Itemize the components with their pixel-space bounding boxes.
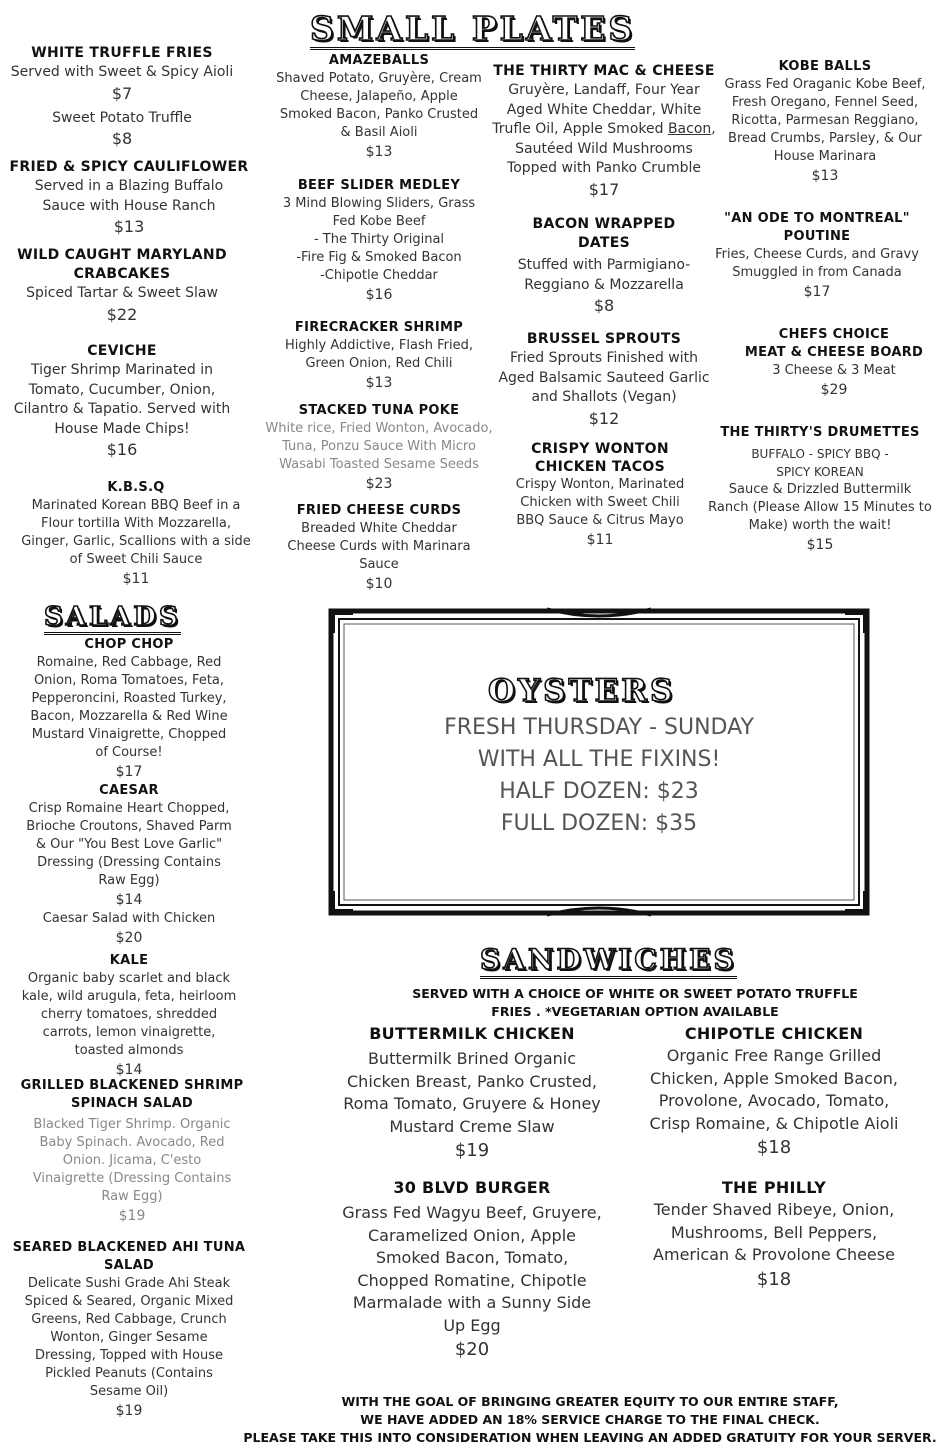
item-desc: 3 Mind Blowing Sliders, Grass	[282, 196, 476, 211]
item-desc: Tiger Shrimp Marinated in	[30, 362, 214, 378]
item-variant-price: $20	[115, 930, 143, 946]
item-desc: Grass Fed Wagyu Beef, Gruyere,	[342, 1203, 602, 1222]
item-name: STACKED TUNA POKE	[298, 403, 460, 418]
item-desc: Chopped Romatine, Chipotle	[357, 1270, 587, 1290]
item-desc: carrots, lemon vinaigrette,	[42, 1025, 216, 1040]
item-desc: Crisp Romaine Heart Chopped,	[28, 801, 230, 816]
oysters-line: FRESH THURSDAY - SUNDAY	[444, 715, 754, 740]
item-price: $12	[588, 408, 620, 428]
item-name: THE PHILLY	[721, 1178, 827, 1197]
item-desc: Chicken Breast, Panko Crusted,	[347, 1071, 597, 1091]
salad-caesar	[4, 782, 254, 948]
sandwich-buttermilk-chicken	[330, 1023, 614, 1164]
item-name: SPINACH SALAD	[70, 1096, 194, 1111]
item-price: $18	[756, 1268, 792, 1290]
item-name: CHEFS CHOICE	[778, 327, 890, 342]
item-desc: Dressing (Dressing Contains	[37, 855, 221, 870]
item-desc: Bread Crumbs, Parsley, & Our	[728, 131, 922, 146]
item-price: $19	[118, 1208, 146, 1224]
menu-item-kobe-balls	[712, 58, 938, 186]
item-desc: Gruyère, Landaff, Four Year	[508, 82, 700, 98]
item-desc: Sauce & Drizzled Buttermilk	[728, 482, 912, 497]
item-name: CHICKEN TACOS	[535, 459, 665, 475]
item-desc: Sesame Oil)	[89, 1384, 169, 1399]
item-desc: Ranch (Please Allow 15 Minutes to	[708, 500, 932, 515]
item-desc: Fries, Cheese Curds, and Gravy	[715, 247, 919, 262]
salad-chop-chop	[4, 636, 254, 782]
salad-ahi-tuna	[4, 1239, 254, 1421]
menu-item-crabcakes	[2, 246, 242, 326]
item-name: WHITE TRUFFLE FRIES	[31, 45, 213, 61]
item-price: $18	[756, 1137, 792, 1158]
item-desc: BBQ Sauce & Citrus Mayo	[516, 513, 684, 528]
item-desc: -Chipotle Cheddar	[320, 268, 438, 283]
item-price: $17	[803, 284, 831, 300]
service-charge-footer	[240, 1393, 940, 1447]
item-price: $8	[593, 296, 615, 315]
item-name: FIRECRACKER SHRIMP	[294, 320, 464, 335]
item-name: CHIPOTLE CHICKEN	[684, 1024, 864, 1043]
menu-item-slider-medley	[248, 177, 510, 305]
item-name: SALAD	[103, 1258, 155, 1273]
item-name: FRIED CHEESE CURDS	[296, 503, 462, 518]
item-desc: Raw Egg)	[98, 873, 160, 888]
item-price: $13	[365, 375, 393, 391]
item-desc: Ginger, Garlic, Scallions with a side	[21, 534, 251, 549]
item-desc: Marinated Korean BBQ Beef in a	[31, 498, 241, 513]
item-desc: Onion, Roma Tomatoes, Feta,	[33, 673, 225, 688]
item-desc: kale, wild arugula, feta, heirloom	[21, 989, 237, 1004]
item-desc: Organic Free Range Grilled	[666, 1046, 882, 1065]
item-name: BRUSSEL SPROUTS	[526, 331, 682, 347]
item-price: $16	[106, 440, 138, 459]
item-flavors: SPICY KOREAN	[776, 465, 864, 479]
item-desc: Shaved Potato, Gruyère, Cream	[276, 71, 482, 86]
item-name: BEEF SLIDER MEDLEY	[297, 178, 461, 193]
item-desc: Flour tortilla With Mozzarella,	[41, 516, 231, 531]
item-name: GRILLED BLACKENED SHRIMP	[20, 1078, 244, 1093]
item-desc: Blacked Tiger Shrimp. Organic	[33, 1117, 231, 1132]
small-plates-title: SMALL PLATES	[310, 9, 636, 48]
item-desc: - The Thirty Original	[313, 232, 445, 247]
item-desc: Cheese Curds with Marinara	[287, 539, 471, 554]
item-desc: Crisp Romaine, & Chipotle Aioli	[649, 1113, 899, 1133]
item-desc: Sauce	[359, 557, 399, 572]
item-desc: American & Provolone Cheese	[653, 1245, 895, 1264]
item-name: KOBE BALLS	[778, 59, 872, 74]
item-desc: Sauce with House Ranch	[42, 197, 216, 214]
item-desc: Dressing, Topped with House	[34, 1348, 223, 1363]
item-price: $14	[115, 892, 143, 908]
item-variant: Sweet Potato Truffle	[52, 109, 192, 126]
menu-item-ceviche	[2, 342, 242, 461]
item-name: THE THIRTY'S DRUMETTES	[720, 425, 920, 440]
item-price: $17	[115, 764, 143, 780]
item-desc: Brioche Croutons, Shaved Parm	[26, 819, 232, 834]
item-desc	[482, 120, 726, 140]
item-desc: Fresh Oregano, Fennel Seed,	[731, 95, 919, 110]
note-line: SERVED WITH A CHOICE OF WHITE OR SWEET POTATO TRUFFLE	[412, 986, 858, 1001]
item-desc: Roma Tomato, Gruyere & Honey	[343, 1094, 601, 1113]
item-price: $19	[115, 1403, 143, 1419]
item-price: $22	[106, 304, 138, 324]
item-name: DATES	[577, 235, 631, 251]
menu-item-meat-cheese-board	[724, 326, 942, 400]
item-desc: 3 Cheese & 3 Meat	[772, 363, 896, 378]
item-desc: of Sweet Chili Sauce	[69, 552, 203, 567]
item-desc: Cheese, Jalapeño, Apple	[300, 89, 458, 104]
item-desc: Up Egg	[443, 1315, 501, 1335]
item-desc: Sautéed Wild Mushrooms	[515, 140, 693, 157]
menu-item-cheese-curds	[248, 502, 510, 594]
item-desc: Provolone, Avocado, Tomato,	[658, 1091, 890, 1110]
menu-item-wonton-tacos	[482, 440, 718, 550]
item-desc: Raw Egg)	[101, 1189, 163, 1204]
item-price: $23	[365, 476, 393, 492]
menu-item-kbsq	[2, 479, 270, 589]
oysters-line: FULL DOZEN: $35	[500, 811, 698, 836]
oysters-title: OYSTERS	[488, 673, 676, 709]
item-desc: Highly Addictive, Flash Fried,	[285, 338, 473, 353]
item-desc: Mustard Creme Slaw	[389, 1116, 555, 1136]
item-desc: Topped with Panko Crumble	[507, 160, 701, 176]
item-price: $17	[588, 179, 620, 199]
item-desc-underlined: Bacon	[667, 121, 712, 137]
item-desc: Served in a Blazing Buffalo	[34, 178, 224, 194]
item-name: CRISPY WONTON	[531, 441, 669, 457]
item-name: AMAZEBALLS	[328, 53, 430, 68]
sandwich-the-philly	[630, 1177, 918, 1293]
item-desc: Chicken, Apple Smoked Bacon,	[650, 1068, 898, 1088]
footer-line: WITH THE GOAL OF BRINGING GREATER EQUITY TO OUR ENTIRE STAFF,	[341, 1394, 839, 1409]
item-desc: and Shallots (Vegan)	[531, 389, 677, 405]
menu-item-cauliflower	[2, 158, 256, 238]
item-name: K.B.S.Q	[107, 480, 165, 495]
menu-item-drumettes	[702, 424, 938, 555]
item-price: $14	[115, 1062, 143, 1078]
item-desc: & Basil Aioli	[340, 125, 418, 140]
menu-item-brussel-sprouts	[482, 330, 726, 430]
item-desc: of Course!	[95, 745, 163, 760]
item-desc: Fed Kobe Beef	[332, 214, 426, 229]
item-desc: toasted almonds	[74, 1043, 184, 1058]
item-desc: Greens, Red Cabbage, Crunch	[31, 1312, 227, 1327]
item-price: $19	[454, 1140, 490, 1161]
item-desc: Ricotta, Parmesan Reggiano,	[731, 113, 919, 128]
item-desc: Tender Shaved Ribeye, Onion,	[653, 1200, 895, 1219]
item-name: WILD CAUGHT MARYLAND	[17, 247, 227, 263]
item-desc: Onion. Jicama, C'esto	[62, 1153, 202, 1168]
item-desc: Chicken with Sweet Chili	[520, 495, 680, 510]
item-desc: Delicate Sushi Grade Ahi Steak	[27, 1276, 231, 1291]
item-desc: Bacon, Mozzarella & Red Wine	[30, 709, 228, 724]
menu-item-mac-cheese	[482, 62, 726, 201]
item-desc: White rice, Fried Wonton, Avocado,	[265, 421, 493, 436]
item-name: 30 BLVD BURGER	[393, 1178, 551, 1197]
menu-item-tuna-poke	[240, 402, 518, 494]
item-variant-price: $8	[111, 129, 133, 148]
item-desc: Reggiano & Mozzarella	[524, 276, 684, 293]
item-price: $11	[586, 532, 614, 548]
item-desc: Caramelized Onion, Apple	[368, 1225, 576, 1245]
item-desc: Marmalade with a Sunny Side	[352, 1293, 592, 1312]
sandwiches-title: SANDWICHES	[480, 946, 737, 979]
item-name: CHOP CHOP	[84, 637, 174, 652]
sandwich-30-blvd-burger	[330, 1177, 614, 1363]
item-name: "AN ODE TO MONTREAL"	[724, 211, 910, 226]
item-desc: Smoked Bacon, Panko Crusted	[279, 107, 479, 122]
item-name: BUTTERMILK CHICKEN	[369, 1024, 575, 1043]
oysters-info	[327, 712, 871, 840]
sandwiches-note	[330, 985, 940, 1021]
item-desc: Cilantro & Tapatio. Served with	[13, 401, 231, 417]
item-price: $13	[113, 217, 145, 236]
oysters-line: HALF DOZEN: $23	[499, 779, 699, 804]
item-desc: Served with Sweet & Spicy Aioli	[10, 64, 234, 80]
item-price: $20	[454, 1339, 490, 1360]
menu-item-bacon-dates	[486, 215, 722, 317]
item-desc-text: Trufle Oil, Apple Smoked	[492, 121, 668, 137]
item-price: $15	[806, 537, 834, 553]
note-line: FRIES . *VEGETARIAN OPTION AVAILABLE	[491, 1004, 779, 1019]
sandwich-chipotle-chicken	[630, 1023, 918, 1161]
menu-item-firecracker-shrimp	[248, 319, 510, 393]
salad-kale	[4, 952, 254, 1080]
item-desc: Smuggled in from Canada	[732, 265, 902, 280]
item-desc: Vinaigrette (Dressing Contains	[32, 1171, 232, 1186]
item-name: THE THIRTY MAC & CHEESE	[493, 63, 715, 79]
item-desc: House Made Chips!	[54, 420, 190, 437]
menu-item-poutine	[702, 210, 932, 302]
item-name: MEAT & CHEESE BOARD	[744, 345, 924, 360]
item-price: $13	[365, 144, 393, 160]
item-desc: Make) worth the wait!	[748, 518, 892, 533]
menu-item-white-truffle-fries	[2, 44, 242, 150]
item-desc: Fried Sprouts Finished with	[509, 350, 699, 366]
item-desc: Buttermilk Brined Organic	[367, 1049, 577, 1068]
footer-line: PLEASE TAKE THIS INTO CONSIDERATION WHEN LEAVING AN ADDED GRATUITY FOR YOUR SERVER.	[243, 1430, 937, 1445]
item-variant: Caesar Salad with Chicken	[42, 911, 216, 926]
item-price: $16	[365, 287, 393, 303]
item-desc: Wonton, Ginger Sesame	[50, 1330, 208, 1345]
item-price: $11	[122, 571, 150, 587]
item-desc: Wasabi Toasted Sesame Seeds	[279, 457, 479, 472]
item-desc: Pickled Peanuts (Contains	[45, 1366, 213, 1381]
item-price: $13	[811, 168, 839, 184]
item-desc: Spiced Tartar & Sweet Slaw	[26, 285, 218, 301]
item-name: POUTINE	[783, 229, 851, 244]
item-desc-text: ,	[711, 121, 716, 137]
item-desc: Aged Balsamic Sauteed Garlic	[498, 369, 710, 386]
item-desc: Baby Spinach. Avocado, Red	[39, 1135, 225, 1150]
footer-line: WE HAVE ADDED AN 18% SERVICE CHARGE TO THE FINAL CHECK.	[360, 1412, 820, 1427]
item-desc: -Fire Fig & Smoked Bacon	[296, 250, 462, 265]
item-desc: Aged White Cheddar, White	[506, 101, 702, 118]
item-desc: Smoked Bacon, Tomato,	[375, 1248, 569, 1267]
item-desc: Mushrooms, Bell Peppers,	[670, 1222, 878, 1242]
item-desc: Tuna, Ponzu Sauce With Micro	[282, 439, 476, 454]
item-desc: & Our "You Best Love Garlic"	[35, 837, 223, 852]
item-desc: Pepperoncini, Roasted Turkey,	[31, 691, 227, 706]
menu-item-amazeballs	[248, 52, 510, 162]
item-name: CEVICHE	[87, 343, 157, 359]
item-name: KALE	[109, 953, 149, 968]
item-price: $10	[365, 576, 393, 592]
item-name: CRABCAKES	[73, 266, 171, 282]
item-desc: Green Onion, Red Chili	[305, 356, 453, 371]
item-desc: Organic baby scarlet and black	[27, 971, 231, 986]
item-desc: House Marinara	[773, 149, 877, 164]
item-flavors: BUFFALO - SPICY BBQ -	[751, 447, 889, 461]
item-name: BACON WRAPPED	[532, 216, 676, 232]
item-price: $29	[820, 382, 848, 398]
item-desc: Tomato, Cucumber, Onion,	[28, 381, 216, 398]
item-desc: Spiced & Seared, Organic Mixed	[24, 1294, 234, 1309]
item-desc: Mustard Vinaigrette, Chopped	[31, 727, 227, 742]
item-name: SEARED BLACKENED AHI TUNA	[12, 1240, 246, 1255]
item-name: FRIED & SPICY CAULIFLOWER	[9, 159, 249, 175]
item-desc: Romaine, Red Cabbage, Red	[36, 655, 222, 670]
oysters-line: WITH ALL THE FIXINS!	[477, 747, 721, 772]
salad-blackened-shrimp	[4, 1077, 260, 1226]
item-desc: Crispy Wonton, Marinated	[515, 477, 685, 492]
item-desc: cherry tomatoes, shredded	[40, 1007, 218, 1022]
item-name: CAESAR	[99, 783, 159, 798]
item-desc: Grass Fed Oraganic Kobe Beef,	[724, 77, 926, 92]
item-desc: Stuffed with Parmigiano-	[517, 257, 691, 273]
item-desc: Breaded White Cheddar	[301, 521, 457, 536]
salads-title: SALADS	[44, 604, 181, 635]
item-price: $7	[111, 83, 133, 103]
